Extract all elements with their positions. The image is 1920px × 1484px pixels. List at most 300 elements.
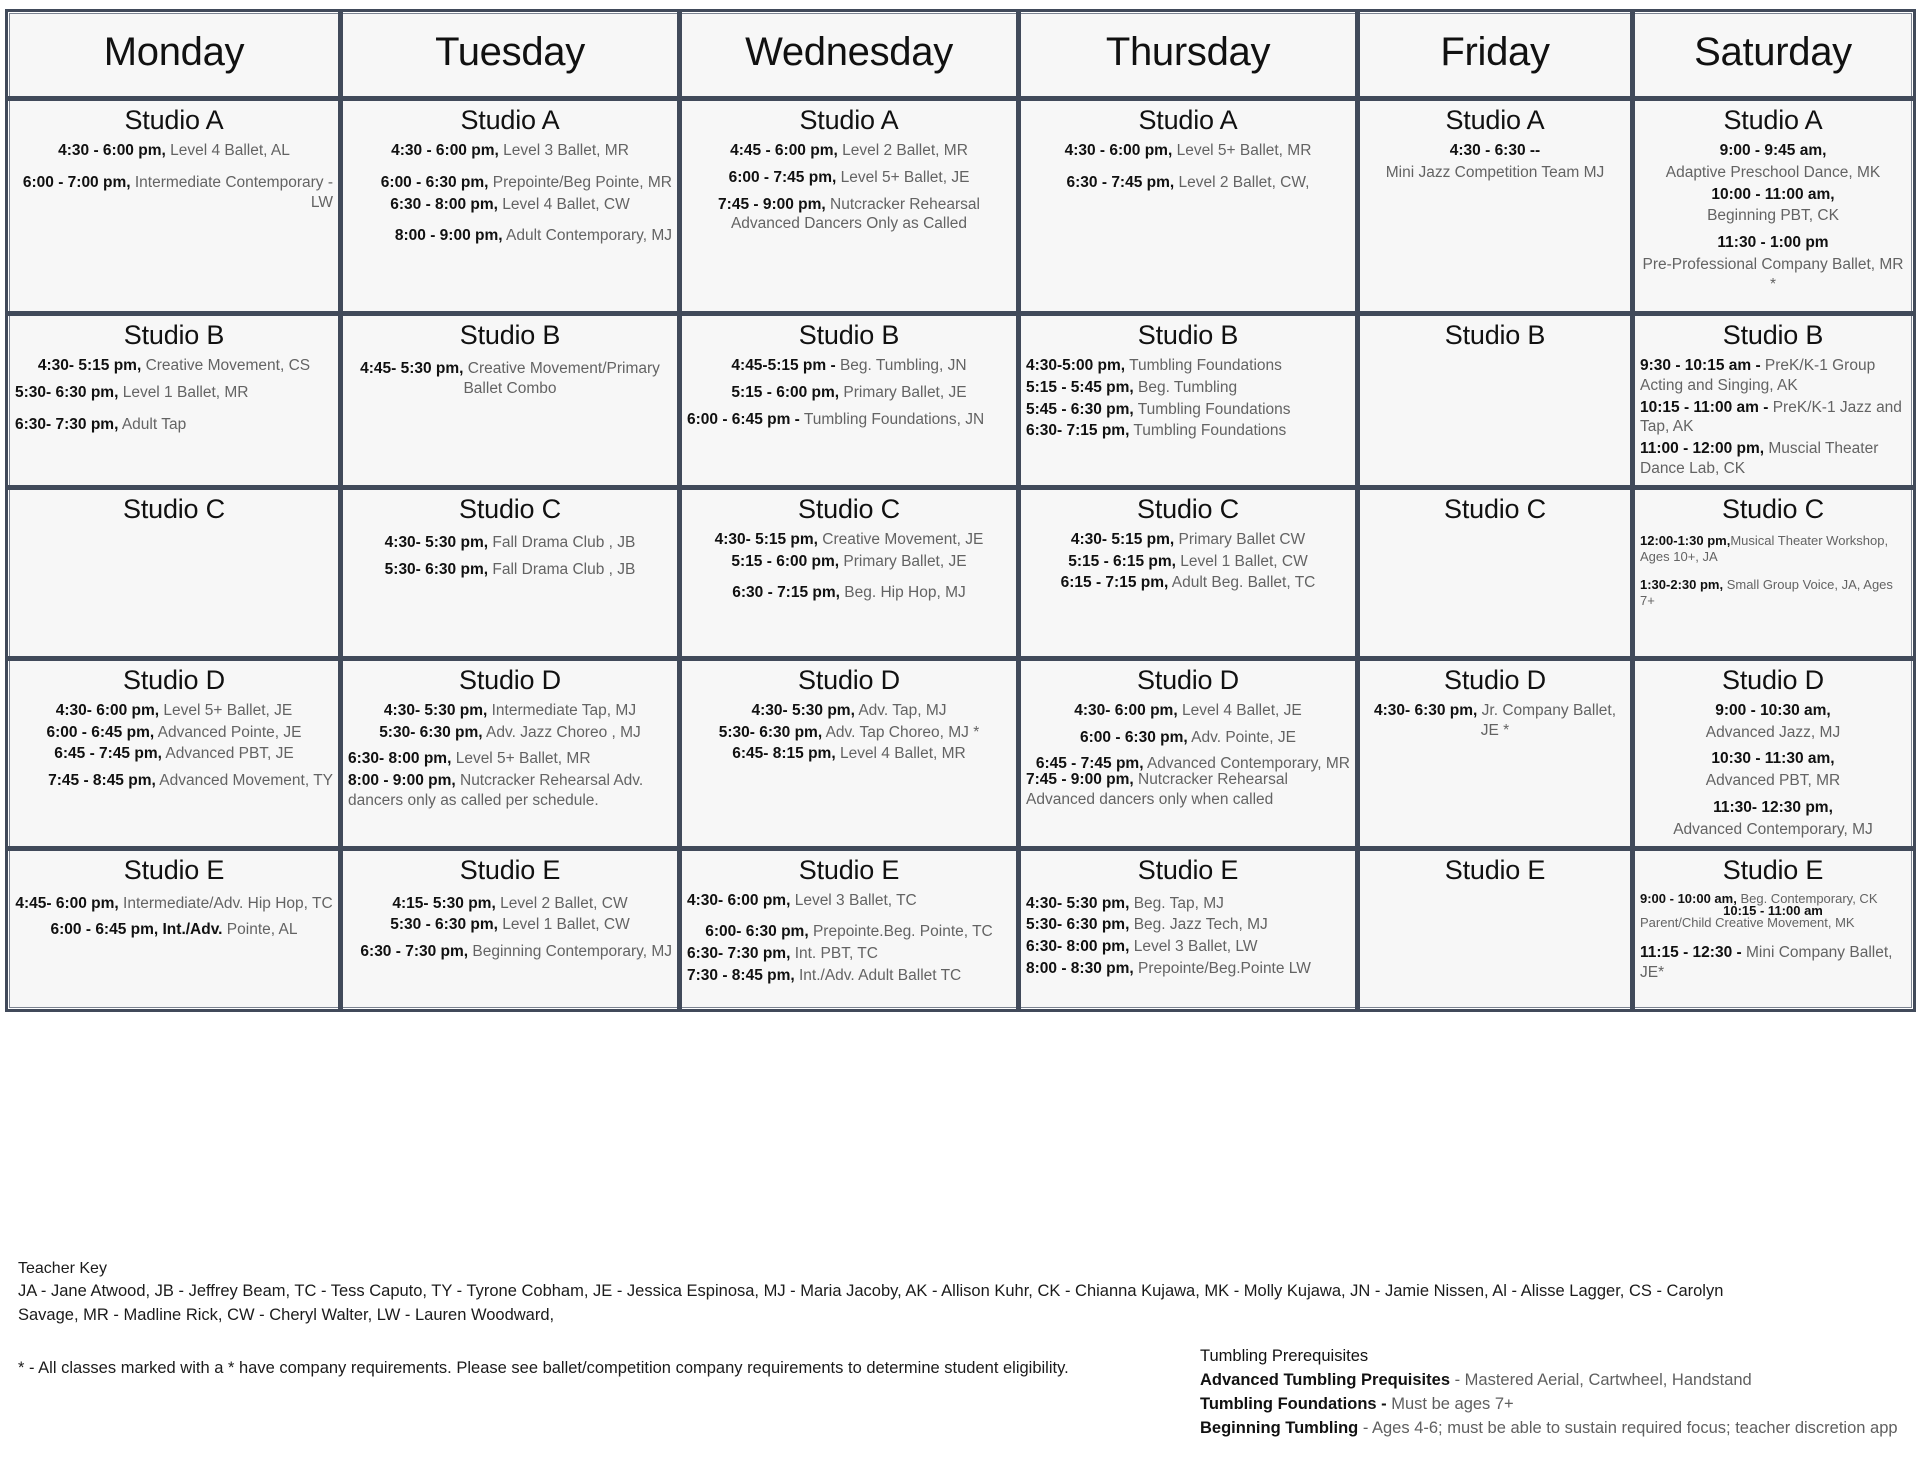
cell-monday-studio-d[interactable] (9, 660, 339, 847)
day-label: Thursday (1105, 30, 1271, 74)
class-time: 12:00-1:30 pm, (1640, 532, 1731, 548)
class-entry[interactable] (1026, 552, 1350, 572)
class-description: Nutcracker Rehearsal Advanced dancers only when called (1026, 771, 1288, 808)
studio-label: Studio A (1723, 105, 1823, 135)
class-time: 11:00 - 12:00 pm, (1640, 440, 1765, 458)
class-entry[interactable] (1026, 573, 1350, 593)
class-description: Adult Beg. Ballet, TC (1168, 574, 1316, 592)
studio-label: Studio D (1722, 664, 1824, 695)
studio-label: Studio D (459, 664, 561, 695)
class-time: 10:15 - 11:00 am - (1640, 398, 1769, 416)
class-entry[interactable] (1640, 723, 1906, 743)
teacher-initials: MR (604, 141, 629, 159)
cell-tuesday-studio-c[interactable] (342, 489, 678, 657)
cell-thursday-studio-e[interactable] (1020, 850, 1356, 1008)
class-entry[interactable] (1365, 163, 1625, 183)
class-description: Level 3 Ballet, (498, 141, 605, 159)
class-entry[interactable] (15, 415, 333, 435)
class-time: 6:00 - 6:45 pm, Int./Adv. (50, 921, 223, 939)
class-time: 11:30- 12:30 pm, (1713, 799, 1833, 816)
class-entry[interactable] (348, 141, 672, 161)
class-time: 6:00 - 6:30 pm, (380, 173, 489, 191)
class-description: Beg. Contemporary, CK (1736, 890, 1878, 906)
class-entry[interactable] (1026, 141, 1350, 161)
class-entry[interactable] (1640, 798, 1906, 818)
studio-label: Studio A (460, 105, 560, 135)
class-entry[interactable] (348, 533, 672, 553)
studio-label: Studio C (1444, 493, 1546, 524)
class-time: 6:30- 8:00 pm, (1026, 938, 1130, 956)
day-header-friday (1359, 13, 1631, 97)
cell-wednesday-studio-a[interactable] (681, 100, 1017, 312)
class-description: Mini Jazz Competition Team MJ (1385, 163, 1605, 181)
class-time: 4:30- 5:30 pm, (751, 701, 855, 719)
class-time: 4:30-5:00 pm, (1026, 356, 1126, 374)
prereq-label: Advanced Tumbling Prequisites (1200, 1370, 1450, 1389)
class-entry[interactable] (15, 701, 333, 721)
studio-label: Studio E (459, 854, 561, 885)
cell-thursday-studio-d[interactable] (1020, 660, 1356, 847)
class-entry[interactable] (1640, 943, 1906, 983)
studio-label: Studio E (1137, 854, 1239, 885)
tumbling-prerequisites (1200, 1345, 1920, 1441)
class-description: Advanced PBT, JE (161, 745, 294, 763)
class-time: 10:00 - 11:00 am, (1711, 185, 1835, 203)
class-time: 5:30 - 6:30 pm, (390, 916, 498, 934)
weekly-schedule-table (6, 10, 1915, 1011)
studio-label: Studio B (459, 320, 561, 350)
class-entry[interactable] (1640, 771, 1906, 791)
prereq-list (1200, 1369, 1920, 1441)
class-entry[interactable] (1026, 530, 1350, 550)
studio-label: Studio D (1137, 664, 1239, 695)
class-list (1026, 356, 1350, 441)
class-entry[interactable] (687, 583, 1011, 603)
teacher-initials: CW (603, 195, 630, 213)
cell-monday-studio-b[interactable] (9, 315, 339, 486)
class-list (348, 894, 672, 962)
class-entry[interactable] (348, 226, 672, 246)
class-entry[interactable] (687, 410, 1011, 430)
class-entry[interactable] (1640, 533, 1906, 566)
cell-friday-studio-b[interactable] (1359, 315, 1631, 486)
class-description: Tumbling Foundations (1125, 356, 1282, 374)
prereq-value: - Ages 4-6; must be able to sustain required focus; teacher discretion app (1358, 1418, 1898, 1437)
class-entry[interactable] (687, 141, 1011, 161)
class-time: 6:00 - 7:45 pm, (728, 168, 837, 186)
class-time: 6:30 - 7:45 pm, (1066, 173, 1175, 191)
cell-wednesday-studio-e[interactable] (681, 850, 1017, 1008)
cell-wednesday-studio-d[interactable] (681, 660, 1017, 847)
class-description: Level 4 Ballet, JE (1177, 701, 1302, 719)
class-time: 4:45- 5:30 pm, (360, 359, 464, 377)
cell-saturday-studio-e[interactable] (1634, 850, 1912, 1008)
class-entry[interactable] (348, 942, 672, 962)
teacher-key-body: JA - Jane Atwood, JB - Jeffrey Beam, TC - Tess Caputo, TY - Tyrone Cobham, JE - Jessica Espinosa, MJ - Maria Jacoby, AK - Allison Kuhr, CK - Chianna Kujawa, MK - Molly Kujawa, JN - Jamie Nissen, Al - Alisse Lagger, CS - Carolyn Savage, MR - Madline Rick, CW - Cheryl Walter, LW - Lauren Woodward, (18, 1281, 1724, 1324)
class-description: Advanced PBT, MR (1705, 772, 1841, 790)
class-entry[interactable] (687, 356, 1011, 376)
class-description: Level 2 Ballet, CW (495, 894, 628, 912)
studio-row-d (9, 660, 1912, 847)
class-description: Adv. Jazz Choreo , MJ (482, 723, 641, 741)
class-entry[interactable] (687, 530, 1011, 550)
class-entry[interactable] (15, 744, 333, 764)
cell-wednesday-studio-c[interactable] (681, 489, 1017, 657)
class-time: 4:30- 6:00 pm, (1074, 701, 1178, 719)
class-entry[interactable] (1026, 959, 1350, 979)
class-entry[interactable] (687, 383, 1011, 403)
class-time: 4:30- 5:15 pm, (37, 356, 142, 374)
class-time: 4:30 - 6:00 pm, (1064, 141, 1173, 159)
class-list (687, 530, 1011, 603)
class-description: Tumbling Foundations (1129, 422, 1287, 440)
class-entry[interactable] (1026, 770, 1350, 810)
class-description: Level 4 Ballet, AL (165, 141, 290, 159)
cell-friday-studio-c[interactable] (1359, 489, 1631, 657)
class-description: Beginning PBT, CK (1707, 207, 1839, 225)
class-list (687, 141, 1011, 234)
class-time: 6:30- 7:30 pm, (687, 945, 791, 963)
class-entry[interactable] (1026, 728, 1350, 748)
cell-friday-studio-e[interactable] (1359, 850, 1631, 1008)
class-time: 6:30 - 7:30 pm, (360, 943, 469, 961)
class-entry[interactable] (1026, 378, 1350, 398)
class-entry[interactable] (1640, 141, 1906, 161)
class-description: Nutcracker Rehearsal Advanced Dancers Only as Called (730, 195, 980, 233)
day-label: Tuesday (435, 30, 585, 74)
class-entry[interactable] (15, 894, 333, 914)
class-entry[interactable] (348, 173, 672, 193)
day-header-monday (9, 13, 339, 97)
class-time: 4:30- 6:00 pm, (55, 701, 160, 719)
class-time: 6:00 - 6:45 pm, (46, 723, 155, 741)
class-description: Prepointe/Beg.Pointe LW (1133, 960, 1311, 977)
cell-thursday-studio-a[interactable] (1020, 100, 1356, 312)
class-list (1640, 356, 1906, 479)
class-time: 4:30- 5:30 pm, (1026, 894, 1130, 912)
class-description: Fall Drama Club , JB (488, 560, 636, 578)
teacher-key-title: Teacher Key (18, 1260, 107, 1277)
class-entry[interactable] (687, 723, 1011, 743)
class-description: Level 5+ Ballet, MR (1172, 141, 1312, 159)
asterisk-note: * - All classes marked with a * have company requirements. Please see ballet/competition company requirements to determine student eligibility. (18, 1359, 1069, 1378)
class-list (348, 701, 672, 811)
class-list (15, 141, 333, 212)
class-list (1026, 530, 1350, 593)
class-description: Adaptive Preschool Dance, MK (1665, 163, 1881, 181)
class-list (15, 701, 333, 791)
class-list (348, 141, 672, 246)
class-entry[interactable] (1026, 915, 1350, 935)
class-entry[interactable] (348, 723, 672, 743)
class-entry[interactable] (1640, 356, 1906, 396)
cell-friday-studio-d[interactable] (1359, 660, 1631, 847)
class-entry[interactable] (1365, 141, 1625, 161)
class-description: Level 2 Ballet, CW, (1174, 173, 1310, 191)
class-description: Beg. Hip Hop, MJ (839, 584, 966, 602)
class-description: Primary Ballet, JE (839, 383, 967, 401)
class-time: 8:00 - 8:30 pm, (1026, 960, 1134, 977)
class-list (687, 891, 1011, 986)
class-time: 10:15 - 11:00 am (1723, 902, 1823, 918)
class-description: Creative Movement, CS (141, 356, 311, 374)
class-description: Level 4 Ballet, (497, 195, 604, 213)
class-description: Parent/Child Creative Movement, MK (1640, 915, 1855, 931)
studio-label: Studio C (1722, 493, 1824, 524)
studio-label: Studio C (459, 493, 561, 524)
class-time: 5:15 - 5:45 pm, (1026, 378, 1134, 396)
class-entry[interactable] (15, 383, 333, 403)
class-time: 4:30- 6:00 pm, (687, 891, 791, 909)
class-description: Pre-Professional Company Ballet, MR * (1642, 256, 1904, 293)
day-header-tuesday (342, 13, 678, 97)
class-entry[interactable] (1640, 915, 1906, 931)
class-description: Advanced Contemporary, MJ (1673, 820, 1873, 838)
class-entry[interactable] (1026, 173, 1350, 193)
studio-label: Studio B (1137, 320, 1239, 350)
class-entry[interactable] (1640, 701, 1906, 721)
class-entry[interactable] (348, 195, 672, 215)
cell-tuesday-studio-d[interactable] (342, 660, 678, 847)
cell-monday-studio-a[interactable] (9, 100, 339, 312)
class-time: 4:45 - 6:00 pm, (730, 141, 838, 159)
cell-monday-studio-c[interactable] (9, 489, 339, 657)
class-entry[interactable] (1640, 163, 1906, 183)
class-description: Advanced Movement, TY (155, 772, 333, 790)
class-description: Prepointe.Beg. Pointe, TC (808, 923, 993, 941)
class-time: 6:45- 8:15 pm, (732, 745, 836, 763)
studio-label: Studio B (1722, 320, 1824, 350)
class-entry[interactable] (687, 944, 1011, 964)
studio-label: Studio D (1444, 664, 1546, 695)
class-entry[interactable] (1640, 577, 1906, 610)
class-time: 5:30- 6:30 pm, (379, 723, 483, 741)
class-time: 1:30-2:30 pm, (1640, 577, 1724, 593)
class-time: 4:30- 5:15 pm, (1070, 530, 1175, 548)
class-entry[interactable] (1640, 820, 1906, 840)
cell-thursday-studio-c[interactable] (1020, 489, 1356, 657)
class-time: 5:30- 6:30 pm, (1026, 916, 1130, 934)
class-entry[interactable] (687, 891, 1011, 911)
class-entry[interactable] (1640, 439, 1906, 479)
class-entry[interactable] (687, 195, 1011, 235)
class-time: 9:00 - 9:45 am, (1719, 141, 1827, 159)
class-description: Creative Movement, JE (817, 530, 984, 548)
class-description: Muscial Theater Dance Lab, CK (1640, 440, 1879, 477)
class-description: Level 2 Ballet, (837, 141, 944, 159)
class-description: Jr. Company Ballet, JE * (1477, 701, 1617, 739)
class-description: Pointe, AL (222, 921, 298, 939)
prereq-value: Must be ages 7+ (1386, 1394, 1514, 1413)
class-entry[interactable] (687, 552, 1011, 572)
class-time: 5:45 - 6:30 pm, (1026, 400, 1134, 418)
studio-label: Studio E (123, 854, 225, 885)
class-entry[interactable] (15, 356, 333, 376)
class-entry[interactable] (348, 359, 672, 399)
teacher-initials: MR (647, 173, 672, 191)
studio-label: Studio B (123, 320, 225, 350)
class-entry[interactable] (1365, 701, 1625, 741)
cell-tuesday-studio-a[interactable] (342, 100, 678, 312)
class-time: 7:45 - 9:00 pm, (718, 195, 826, 213)
class-entry[interactable] (348, 915, 672, 935)
class-description: Adult Contemporary, (502, 227, 652, 245)
class-description: Fall Drama Club , JB (488, 533, 636, 551)
class-list (1640, 141, 1906, 295)
studio-label: Studio A (124, 105, 224, 135)
class-entry[interactable] (348, 749, 672, 769)
class-description: Creative Movement/Primary Ballet Combo (463, 359, 660, 397)
studio-label: Studio E (1722, 854, 1824, 885)
prereq-item (1200, 1393, 1920, 1417)
class-entry[interactable] (1026, 421, 1350, 441)
studio-label: Studio A (799, 105, 899, 135)
class-list (1026, 701, 1350, 810)
cell-tuesday-studio-b[interactable] (342, 315, 678, 486)
class-list (15, 894, 333, 941)
class-entry[interactable] (1026, 894, 1350, 914)
class-time: 6:30- 7:30 pm, (15, 415, 119, 433)
day-header-thursday (1020, 13, 1356, 97)
class-time: 7:45 - 8:45 pm, (48, 772, 156, 790)
class-entry[interactable] (1640, 255, 1906, 295)
studio-label: Studio A (1138, 105, 1238, 135)
class-description: Int./Adv. Adult Ballet TC (794, 967, 962, 984)
class-description: Small Group Voice, JA, Ages 7+ (1640, 577, 1893, 609)
class-time: 6:00 - 7:00 pm, (22, 173, 131, 191)
teacher-initials: MR (943, 141, 968, 159)
class-description: Beg. Tap, MJ (1129, 894, 1224, 912)
cell-wednesday-studio-b[interactable] (681, 315, 1017, 486)
class-list (687, 701, 1011, 764)
class-entry[interactable] (348, 560, 672, 580)
class-entry[interactable] (15, 141, 333, 161)
class-entry[interactable] (687, 966, 1011, 986)
studio-row-c (9, 489, 1912, 657)
class-time: 5:30- 6:30 pm, (15, 383, 119, 401)
studio-label: Studio B (798, 320, 900, 350)
class-description: Level 4 Ballet, MR (835, 745, 966, 763)
class-entry[interactable] (15, 723, 333, 743)
cell-tuesday-studio-e[interactable] (342, 850, 678, 1008)
class-time: 4:45- 6:00 pm, (15, 894, 119, 912)
studio-label: Studio B (1444, 320, 1546, 350)
studio-row-b (9, 315, 1912, 486)
cell-saturday-studio-c[interactable] (1634, 489, 1912, 657)
class-entry[interactable] (15, 173, 333, 213)
class-description: Beg. Tumbling (1133, 378, 1238, 396)
class-description: Tumbling Foundations, JN (799, 410, 985, 428)
class-entry[interactable] (1026, 356, 1350, 376)
class-time: 6:30 - 8:00 pm, (390, 195, 498, 213)
studio-label: Studio C (1137, 493, 1239, 524)
class-description: Adv. Tap Choreo, MJ * (822, 723, 980, 741)
class-description: Level 5+ Ballet, JE (159, 701, 293, 719)
class-entry[interactable] (1026, 400, 1350, 420)
day-label: Monday (103, 30, 245, 74)
class-time: 6:00- 6:30 pm, (705, 923, 809, 941)
cell-monday-studio-e[interactable] (9, 850, 339, 1008)
class-time: 6:30- 8:00 pm, (348, 750, 452, 768)
class-time: 9:30 - 10:15 am - (1640, 356, 1761, 374)
class-entry[interactable] (687, 168, 1011, 188)
class-time: 5:15 - 6:00 pm, (731, 552, 840, 570)
class-entry[interactable] (1026, 937, 1350, 957)
prereq-value: - Mastered Aerial, Cartwheel, Handstand (1450, 1370, 1752, 1389)
class-entry[interactable] (1640, 206, 1906, 226)
class-entry[interactable] (348, 894, 672, 914)
class-time: 8:00 - 9:00 pm, (394, 227, 503, 245)
class-time: 7:30 - 8:45 pm, (687, 967, 795, 984)
cell-saturday-studio-b[interactable] (1634, 315, 1912, 486)
class-list (1365, 141, 1625, 183)
class-description: Level 5+ Ballet, MR (451, 750, 591, 768)
class-time: 11:15 - 12:30 - (1640, 944, 1742, 962)
class-entry[interactable] (1026, 701, 1350, 721)
class-description: Advanced Jazz, MJ (1705, 723, 1841, 741)
class-entry[interactable] (348, 771, 672, 811)
class-description: Prepointe/Beg Pointe, (488, 173, 648, 191)
class-list (348, 359, 672, 399)
class-entry[interactable] (15, 920, 333, 940)
class-entry[interactable] (1640, 185, 1906, 205)
class-time: 5:15 - 6:15 pm, (1068, 552, 1176, 570)
prereq-item (1200, 1369, 1920, 1393)
class-time: 6:00 - 6:30 pm, (1080, 728, 1188, 746)
class-entry[interactable] (1640, 233, 1906, 253)
class-time: 11:30 - 1:00 pm (1717, 234, 1829, 252)
class-list (1640, 701, 1906, 840)
class-description: Beg. Tumbling, JN (835, 356, 967, 374)
cell-saturday-studio-d[interactable] (1634, 660, 1912, 847)
cell-thursday-studio-b[interactable] (1020, 315, 1356, 486)
cell-friday-studio-a[interactable] (1359, 100, 1631, 312)
cell-saturday-studio-a[interactable] (1634, 100, 1912, 312)
class-time: 6:15 - 7:15 pm, (1060, 574, 1169, 592)
class-list (348, 533, 672, 580)
class-time: 8:00 - 9:00 pm, (348, 772, 456, 790)
studio-label: Studio D (798, 664, 900, 695)
studio-label: Studio C (123, 493, 225, 524)
class-time: 4:30- 5:30 pm, (383, 701, 488, 719)
class-time: 4:30 - 6:00 pm, (391, 141, 499, 159)
class-description: Mini Company Ballet, JE* (1640, 944, 1893, 982)
class-entry[interactable] (1640, 749, 1906, 769)
class-description: Musical Theater Workshop, Ages 10+, JA (1640, 532, 1889, 564)
class-list (687, 356, 1011, 429)
class-description: Level 3 Ballet, TC (790, 891, 917, 909)
class-entry[interactable] (15, 771, 333, 791)
class-time: 7:45 - 9:00 pm, (1026, 771, 1134, 789)
class-description: Adv. Tap, MJ (854, 701, 947, 719)
class-time: 4:30- 5:30 pm, (384, 533, 489, 551)
class-entry[interactable] (687, 744, 1011, 764)
class-description: Intermediate/Adv. Hip Hop, TC (118, 894, 333, 912)
class-description: Beg. Jazz Tech, MJ (1129, 916, 1268, 934)
class-entry[interactable] (348, 701, 672, 721)
class-time: 5:30- 6:30 pm, (718, 723, 823, 741)
class-time: 4:15- 5:30 pm, (392, 894, 496, 912)
class-entry[interactable] (687, 701, 1011, 721)
studio-row-a (9, 100, 1912, 312)
class-description: Level 1 Ballet, CW (1175, 552, 1308, 570)
class-time: 9:00 - 10:00 am, (1640, 890, 1737, 906)
class-entry[interactable] (1640, 398, 1906, 438)
class-description: Int. PBT, TC (790, 945, 878, 963)
class-entry[interactable] (687, 922, 1011, 942)
day-label: Friday (1440, 30, 1550, 74)
class-time: 6:00 - 6:45 pm - (687, 410, 800, 428)
